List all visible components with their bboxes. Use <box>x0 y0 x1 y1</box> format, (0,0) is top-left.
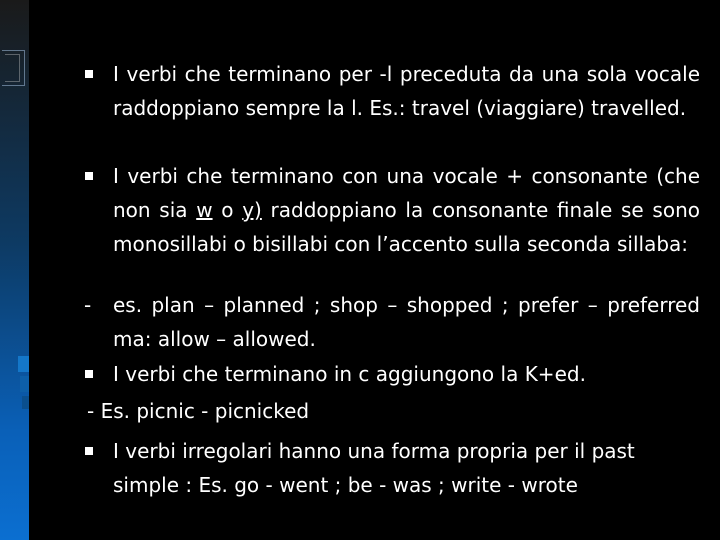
bullet-text-part: o <box>212 198 243 222</box>
decorative-square-1 <box>18 356 29 372</box>
dash-text: es. plan – planned ; shop – shopped ; prefer – preferred ma: allow – allowed. <box>113 293 700 351</box>
underlined-letter-w: w <box>196 198 213 222</box>
square-bullet-icon <box>85 70 93 78</box>
bullet-item-3 <box>113 357 700 391</box>
slide-content <box>29 0 720 540</box>
underlined-letter-y: y) <box>242 198 262 222</box>
decorative-square-3 <box>22 396 29 409</box>
bullet-item-4 <box>113 434 700 502</box>
square-bullet-icon <box>85 370 93 378</box>
dash-marker: - <box>84 293 92 317</box>
bullet-text: I verbi che terminano in c aggiungono la K+ed. <box>113 362 586 386</box>
bullet-item-2 <box>113 159 700 261</box>
bullet-item-1 <box>113 57 700 125</box>
decorative-bracket-shape-inner <box>5 54 20 82</box>
dash-item-1 <box>84 288 700 356</box>
square-bullet-icon <box>85 447 93 455</box>
dash-item-2: - Es. picnic - picnicked <box>87 399 310 423</box>
decorative-square-2 <box>20 376 29 392</box>
bullet-text: I verbi irregolari hanno una forma propria per il past simple : Es. go - went ; be - was ; write - wrote <box>113 439 635 497</box>
bullet-text: I verbi che terminano per -l preceduta da una sola vocale raddoppiano sempre la l. Es.: travel (viaggiare) travelled. <box>113 62 700 120</box>
left-decorative-band <box>0 0 29 540</box>
square-bullet-icon <box>85 172 93 180</box>
bullet-text-part: raddoppiano la consonante finale se sono monosillabi o bisillabi con l’accento sulla seconda sillaba: <box>113 198 700 256</box>
bullet-text-part: I verbi che terminano con una vocale + consonante (che non sia <box>113 164 700 222</box>
